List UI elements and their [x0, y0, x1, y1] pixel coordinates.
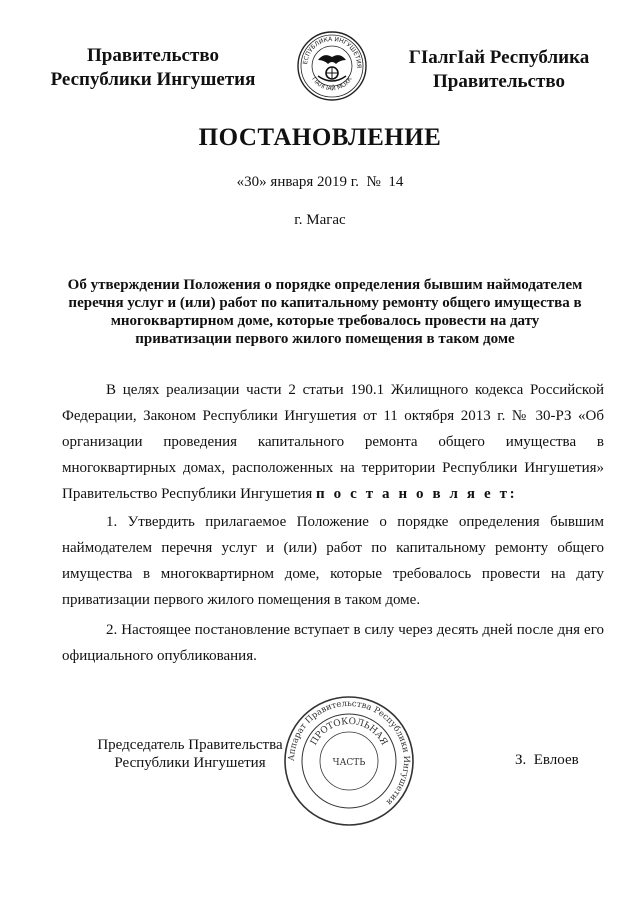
signatory-position-line1: Председатель Правительства	[97, 737, 283, 753]
decree-word: п о с т а н о в л я е т:	[316, 486, 518, 502]
header-left-line1: Правительство	[87, 45, 219, 66]
stamp-inner-text: ПРОТОКОЛЬНАЯ	[309, 716, 389, 748]
stamp-center-text: ЧАСТЬ	[332, 758, 366, 768]
svg-text:Аппарат Правительства Республи	[287, 699, 411, 807]
header-left-org	[44, 44, 262, 92]
item-2-paragraph: 2. Настоящее постановление вступает в силу через десять дней после дня его официального опубликования.	[62, 622, 604, 664]
signatory-name: З. Евлоев	[515, 752, 579, 768]
document-date-number: «30» января 2019 г. № 14	[236, 174, 404, 190]
stamp-outer-text: Аппарат Правительства Республики Ингушетия	[286, 698, 412, 807]
header-right-org	[392, 46, 606, 94]
signatory-position	[88, 736, 292, 772]
coat-of-arms-icon	[296, 30, 368, 102]
preamble-text: В целях реализации части 2 статьи 190.1 Жилищного кодекса Российской Федерации, Законом Республики Ингушетия от 11 октября 2013 г. № 30-РЗ «Об организации проведения капитального ремонта общего имущества в многоквартирных домах, расположенных на территории Республики Ингушетия» Правительство Республики Ингушетия	[62, 382, 604, 502]
signatory-position-line2: Республики Ингушетия	[114, 755, 266, 771]
item-1-paragraph: 1. Утвердить прилагаемое Положение о порядке определения бывшим наймодателем перечня услуг и (или) работ по капитальному ремонту общего имущества в многоквартирном доме, которые требовалось провести на дату приватизации первого жилого помещения в таком доме.	[62, 514, 604, 608]
emblem-text-top: ЕСПУБЛИКА ИНГУШЕТИЯ	[302, 35, 363, 69]
document-title: ПОСТАНОВЛЕНИЕ	[198, 124, 442, 151]
document-body	[62, 377, 604, 669]
header-right-line2: Правительство	[433, 71, 565, 92]
header-left-line2: Республики Ингушетия	[50, 69, 256, 90]
emblem-text-bottom: ГIАЛГIАЙ МОХК	[310, 75, 354, 93]
header-right-line1: ГIалгIай Республика	[408, 47, 590, 68]
preamble-paragraph	[62, 377, 604, 507]
document-subject: Об утверждении Положения о порядке определения бывшим наймодателем перечня услуг и (или) работ по капитальному ремонту общего имущества в многоквартирном доме, которые требовалось провести на дату приватизации первого жилого помещения в таком доме	[67, 277, 583, 347]
official-seal-icon	[282, 694, 416, 828]
document-city: г. Магас	[294, 212, 346, 228]
